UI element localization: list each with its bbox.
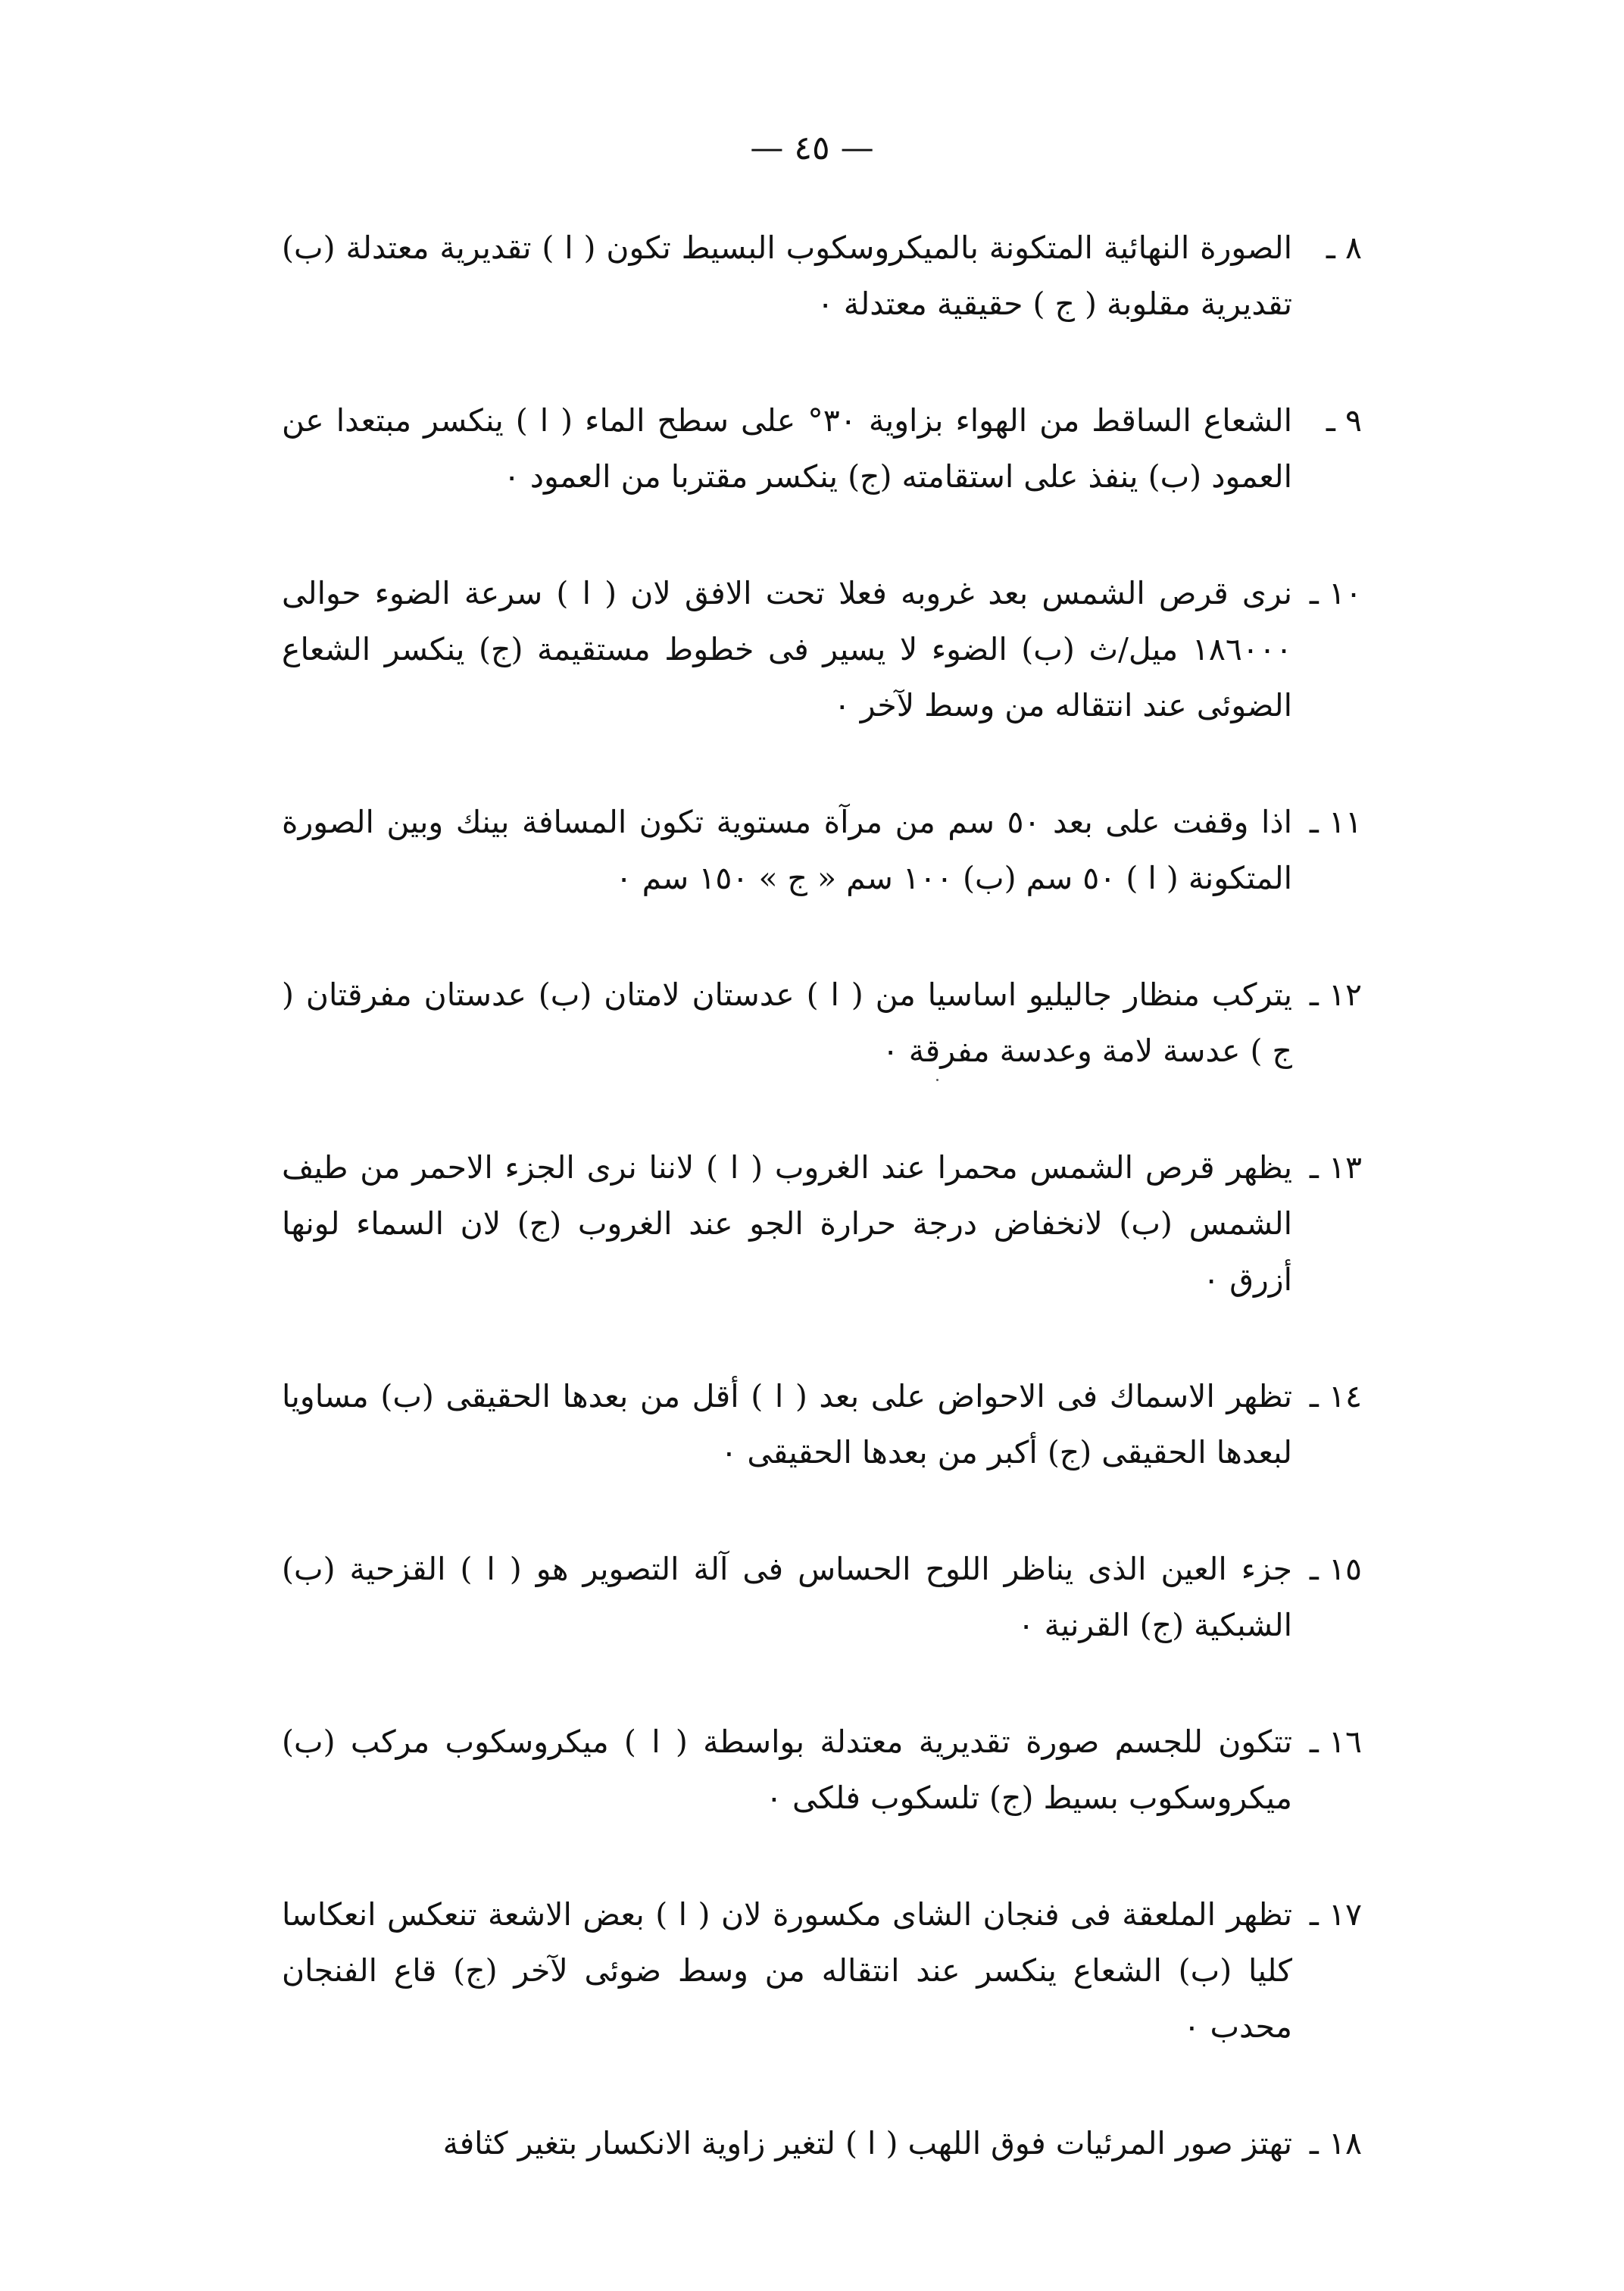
question-item [282, 2115, 1362, 2171]
question-text: الشعاع الساقط من الهواء بزاوية ٣٠° على سطح الماء ( ا ) ينكسر مبتعدا عن العمود (ب) ينفذ على استقامته (ج) ينكسر مقتربا من العمود ٠ [282, 402, 1292, 495]
question-item [282, 220, 1362, 332]
question-number: ١٦ ـ [1309, 1724, 1362, 1760]
question-item [282, 794, 1362, 906]
question-item [282, 1139, 1362, 1308]
question-number: ١٢ ـ [1309, 977, 1362, 1013]
question-number: ١١ ـ [1309, 804, 1362, 840]
question-text: تظهر الملعقة فى فنجان الشاى مكسورة لان ( ا ) بعض الاشعة تنعكس انعكاسا كليا (ب) الشعاع ينكسر عند انتقاله من وسط ضوئى لآخر (ج) قاع الفنجان محدب ٠ [282, 1896, 1292, 2045]
question-text: يتركب منظار جاليليو اساسيا من ( ا ) عدستان لامتان (ب) عدستان مفرقتان ( ج ) عدسة لامة وعدسة مفرقة ٠ [282, 977, 1292, 1069]
question-number: ١٥ ـ [1309, 1551, 1362, 1587]
question-text: نرى قرص الشمس بعد غروبه فعلا تحت الافق لان ( ا ) سرعة الضوء حوالى ١٨٦٠٠٠ ميل/ث (ب) الضوء لا يسير فى خطوط مستقيمة (ج) ينكسر الشعاع الضوئى عند انتقاله من وسط لآخر ٠ [282, 575, 1292, 724]
question-text: تهتز صور المرئيات فوق اللهب ( ا ) لتغير زاوية الانكسار بتغير كثافة [442, 2125, 1292, 2161]
scan-speck [936, 1079, 938, 1081]
question-text: تتكون للجسم صورة تقديرية معتدلة بواسطة ( ا ) ميكروسكوب مركب (ب) ميكروسكوب بسيط (ج) تلسكوب فلكى ٠ [282, 1724, 1292, 1816]
question-text: اذا وقفت على بعد ٥٠ سم من مرآة مستوية تكون المسافة بينك وبين الصورة المتكونة ( ا ) ٥٠ سم (ب) ١٠٠ سم « ج » ١٥٠ سم ٠ [282, 804, 1292, 896]
question-number: ١٤ ـ [1309, 1378, 1362, 1414]
question-item [282, 565, 1362, 733]
question-list [282, 220, 1362, 2232]
question-number: ٨ ـ [1326, 230, 1362, 266]
page-number: — ٤٥ — [750, 129, 874, 167]
question-item [282, 1886, 1362, 2055]
question-number: ١٠ ـ [1309, 575, 1362, 611]
question-item [282, 1714, 1362, 1826]
question-number: ٩ ـ [1326, 402, 1362, 439]
question-text: يظهر قرص الشمس محمرا عند الغروب ( ا ) لاننا نرى الجزء الاحمر من طيف الشمس (ب) لانخفاض درجة حرارة الجو عند الغروب (ج) لان السماء لونها أزرق ٠ [282, 1149, 1292, 1298]
question-item [282, 967, 1362, 1079]
question-number: ١٣ ـ [1309, 1149, 1362, 1186]
question-number: ١٨ ـ [1309, 2125, 1362, 2161]
question-item [282, 1368, 1362, 1480]
question-number: ١٧ ـ [1309, 1896, 1362, 1933]
question-text: تظهر الاسماك فى الاحواض على بعد ( ا ) أقل من بعدها الحقيقى (ب) مساويا لبعدها الحقيقى (ج) أكبر من بعدها الحقيقى ٠ [282, 1378, 1292, 1471]
question-text: جزء العين الذى يناظر اللوح الحساس فى آلة التصوير هو ( ا ) القزحية (ب) الشبكية (ج) القرنية ٠ [282, 1551, 1292, 1643]
question-text: الصورة النهائية المتكونة بالميكروسكوب البسيط تكون ( ا ) تقديرية معتدلة (ب) تقديرية مقلوبة ( ج ) حقيقية معتدلة ٠ [282, 230, 1292, 322]
question-item [282, 1541, 1362, 1653]
question-item [282, 392, 1362, 505]
